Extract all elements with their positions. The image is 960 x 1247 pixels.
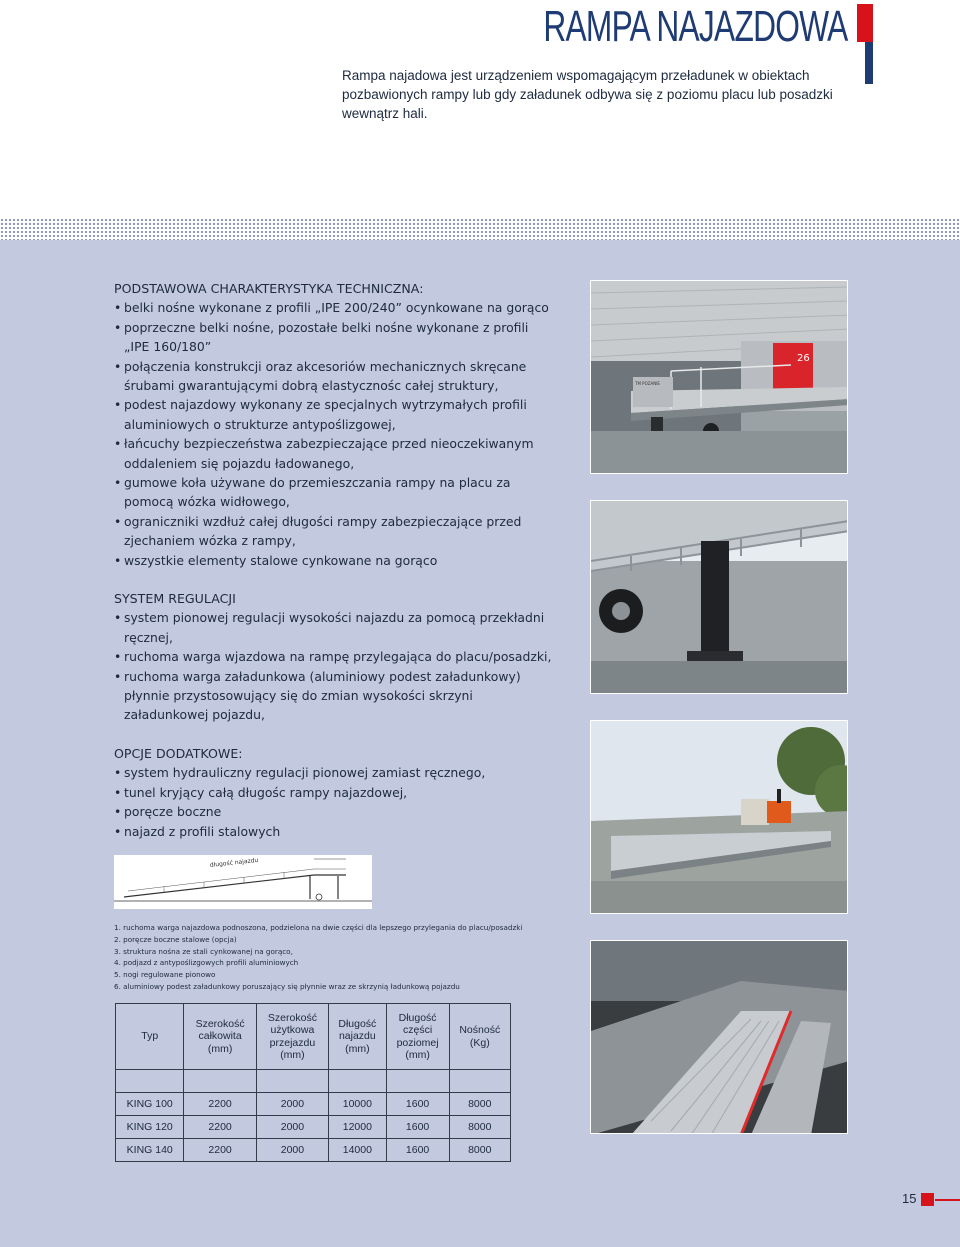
list-item: • łańcuchy bezpieczeństwa zabezpieczające przed nieoczekiwanym oddaleniem się pojazdu ładowanego, [114, 434, 554, 473]
table-row [116, 1139, 511, 1162]
ramp-building-photo [590, 280, 848, 474]
table-row [116, 1116, 511, 1139]
page-number-line [935, 1199, 960, 1201]
table-cell: KING 120 [116, 1116, 184, 1139]
note-item: 5. nogi regulowane pionowo [114, 970, 216, 980]
note-item: 4. podjazd z antypoślizgowych profili aluminiowych [114, 958, 299, 968]
list-item: • poręcze boczne [114, 802, 554, 821]
page-number-marker [921, 1193, 934, 1206]
ramp-diagram [114, 855, 372, 909]
table-header-row [116, 1004, 511, 1070]
table-cell: 2000 [256, 1116, 328, 1139]
spec-table [115, 1003, 511, 1162]
aluminium-ramps-photo [590, 940, 848, 1134]
table-cell: 8000 [449, 1139, 510, 1162]
table-cell: 1600 [386, 1139, 449, 1162]
list-item: • belki nośne wykonane z profili „IPE 200/240” ocynkowane na gorąco [114, 298, 554, 317]
header-cell: Długość części poziomej (mm) [386, 1004, 449, 1070]
list-item: • połączenia konstrukcji oraz akcesoriów mechanicznych skręcane śrubami gwarantującymi dobrą elastycznośc całej struktury, [114, 357, 554, 396]
list-item: • wszystkie elementy stalowe cynkowane na gorąco [114, 551, 554, 570]
note-item: 2. poręcze boczne stalowe (opcja) [114, 934, 237, 944]
list-item: • system pionowej regulacji wysokości najazdu za pomocą przekładni ręcznej, [114, 608, 554, 647]
page-title: RAMPA NAJAZDOWA [543, 2, 848, 51]
ramp-leg-photo [590, 500, 848, 694]
intro-text: Rampa najadowa jest urządzeniem wspomagającym przeładunek w obiektach pozbawionych rampy lub gdy załadunek odbywa się z poziomu placu lub posadzki wewnątrz hali. [342, 68, 833, 121]
list-item: • ruchoma warga załadunkowa (aluminiowy podest załadunkowy) płynnie przystosowujący się do zmian wysokości skrzyni załadunkowej pojazdu, [114, 667, 554, 725]
section-heading: PODSTAWOWA CHARAKTERYSTYKA TECHNICZNA: [114, 281, 424, 296]
table-cell: 2000 [256, 1093, 328, 1116]
list-item: • gumowe koła używane do przemieszczania rampy na placu za pomocą wózka widłowego, [114, 473, 554, 512]
header-cell: Szerokość całkowita (mm) [184, 1004, 256, 1070]
header-cell: Typ [116, 1004, 184, 1070]
header-cell: Nośność (Kg) [449, 1004, 510, 1070]
specs-list [114, 298, 554, 570]
note-item: 6. aluminiowy podest załadunkowy poruszający się płynnie wraz ze skrzynią ładunkową pojazdu [114, 981, 460, 991]
list-item: • poprzeczne belki nośne, pozostałe belki nośne wykonane z profili „IPE 160/180” [114, 318, 554, 357]
table-spacer-row [116, 1070, 511, 1093]
list-item: • tunel kryjący całą długośc rampy najazdowej, [114, 783, 554, 802]
regulation-section [114, 589, 554, 725]
section-heading: OPCJE DODATKOWE: [114, 746, 243, 761]
list-item: • ruchoma warga wjazdowa na rampę przylegająca do placu/posadzki, [114, 647, 554, 666]
page-number: 15 [902, 1191, 917, 1206]
table-cell: 10000 [329, 1093, 386, 1116]
options-section [114, 744, 554, 841]
ramp-sign: TM POZANIE [635, 381, 660, 386]
door-number: 26 [797, 353, 810, 364]
header-cell: Szerokość użytkowa przejazdu (mm) [256, 1004, 328, 1070]
forklift-ramp-photo [590, 720, 848, 914]
header-cell: Długość najazdu (mm) [329, 1004, 386, 1070]
table-cell: 2200 [184, 1093, 256, 1116]
table-cell: KING 140 [116, 1139, 184, 1162]
note-item: 3. struktura nośna ze stali cynkowanej na gorąco, [114, 946, 293, 956]
table-cell: 12000 [329, 1116, 386, 1139]
technical-specs-section [114, 279, 554, 570]
regulation-list [114, 608, 554, 724]
options-list [114, 763, 554, 841]
dotted-divider [0, 218, 960, 240]
note-item: 1. ruchoma warga najazdowa podnoszona, podzielona na dwie części dla lepszego przylegania do placu/posadzki [114, 923, 523, 932]
title-accent-bar [857, 4, 873, 84]
ramp-length-label: długość najazdu [209, 856, 259, 869]
table-cell: 8000 [449, 1116, 510, 1139]
table-cell: 2000 [256, 1139, 328, 1162]
list-item: • ograniczniki wzdłuż całej długości rampy zabezpieczające przed zjechaniem wózka z rampy, [114, 512, 554, 551]
table-cell: 14000 [329, 1139, 386, 1162]
list-item: • system hydrauliczny regulacji pionowej zamiast ręcznego, [114, 763, 554, 782]
list-item: • najazd z profili stalowych [114, 822, 554, 841]
table-cell: KING 100 [116, 1093, 184, 1116]
table-cell: 2200 [184, 1139, 256, 1162]
table-cell: 2200 [184, 1116, 256, 1139]
section-heading: SYSTEM REGULACJI [114, 591, 236, 606]
table-cell: 1600 [386, 1116, 449, 1139]
table-row [116, 1093, 511, 1116]
figure-notes [114, 922, 522, 993]
list-item: • podest najazdowy wykonany ze specjalnych wytrzymałych profili aluminiowych o strukturze antypoślizgowej, [114, 395, 554, 434]
table-cell: 1600 [386, 1093, 449, 1116]
table-cell: 8000 [449, 1093, 510, 1116]
